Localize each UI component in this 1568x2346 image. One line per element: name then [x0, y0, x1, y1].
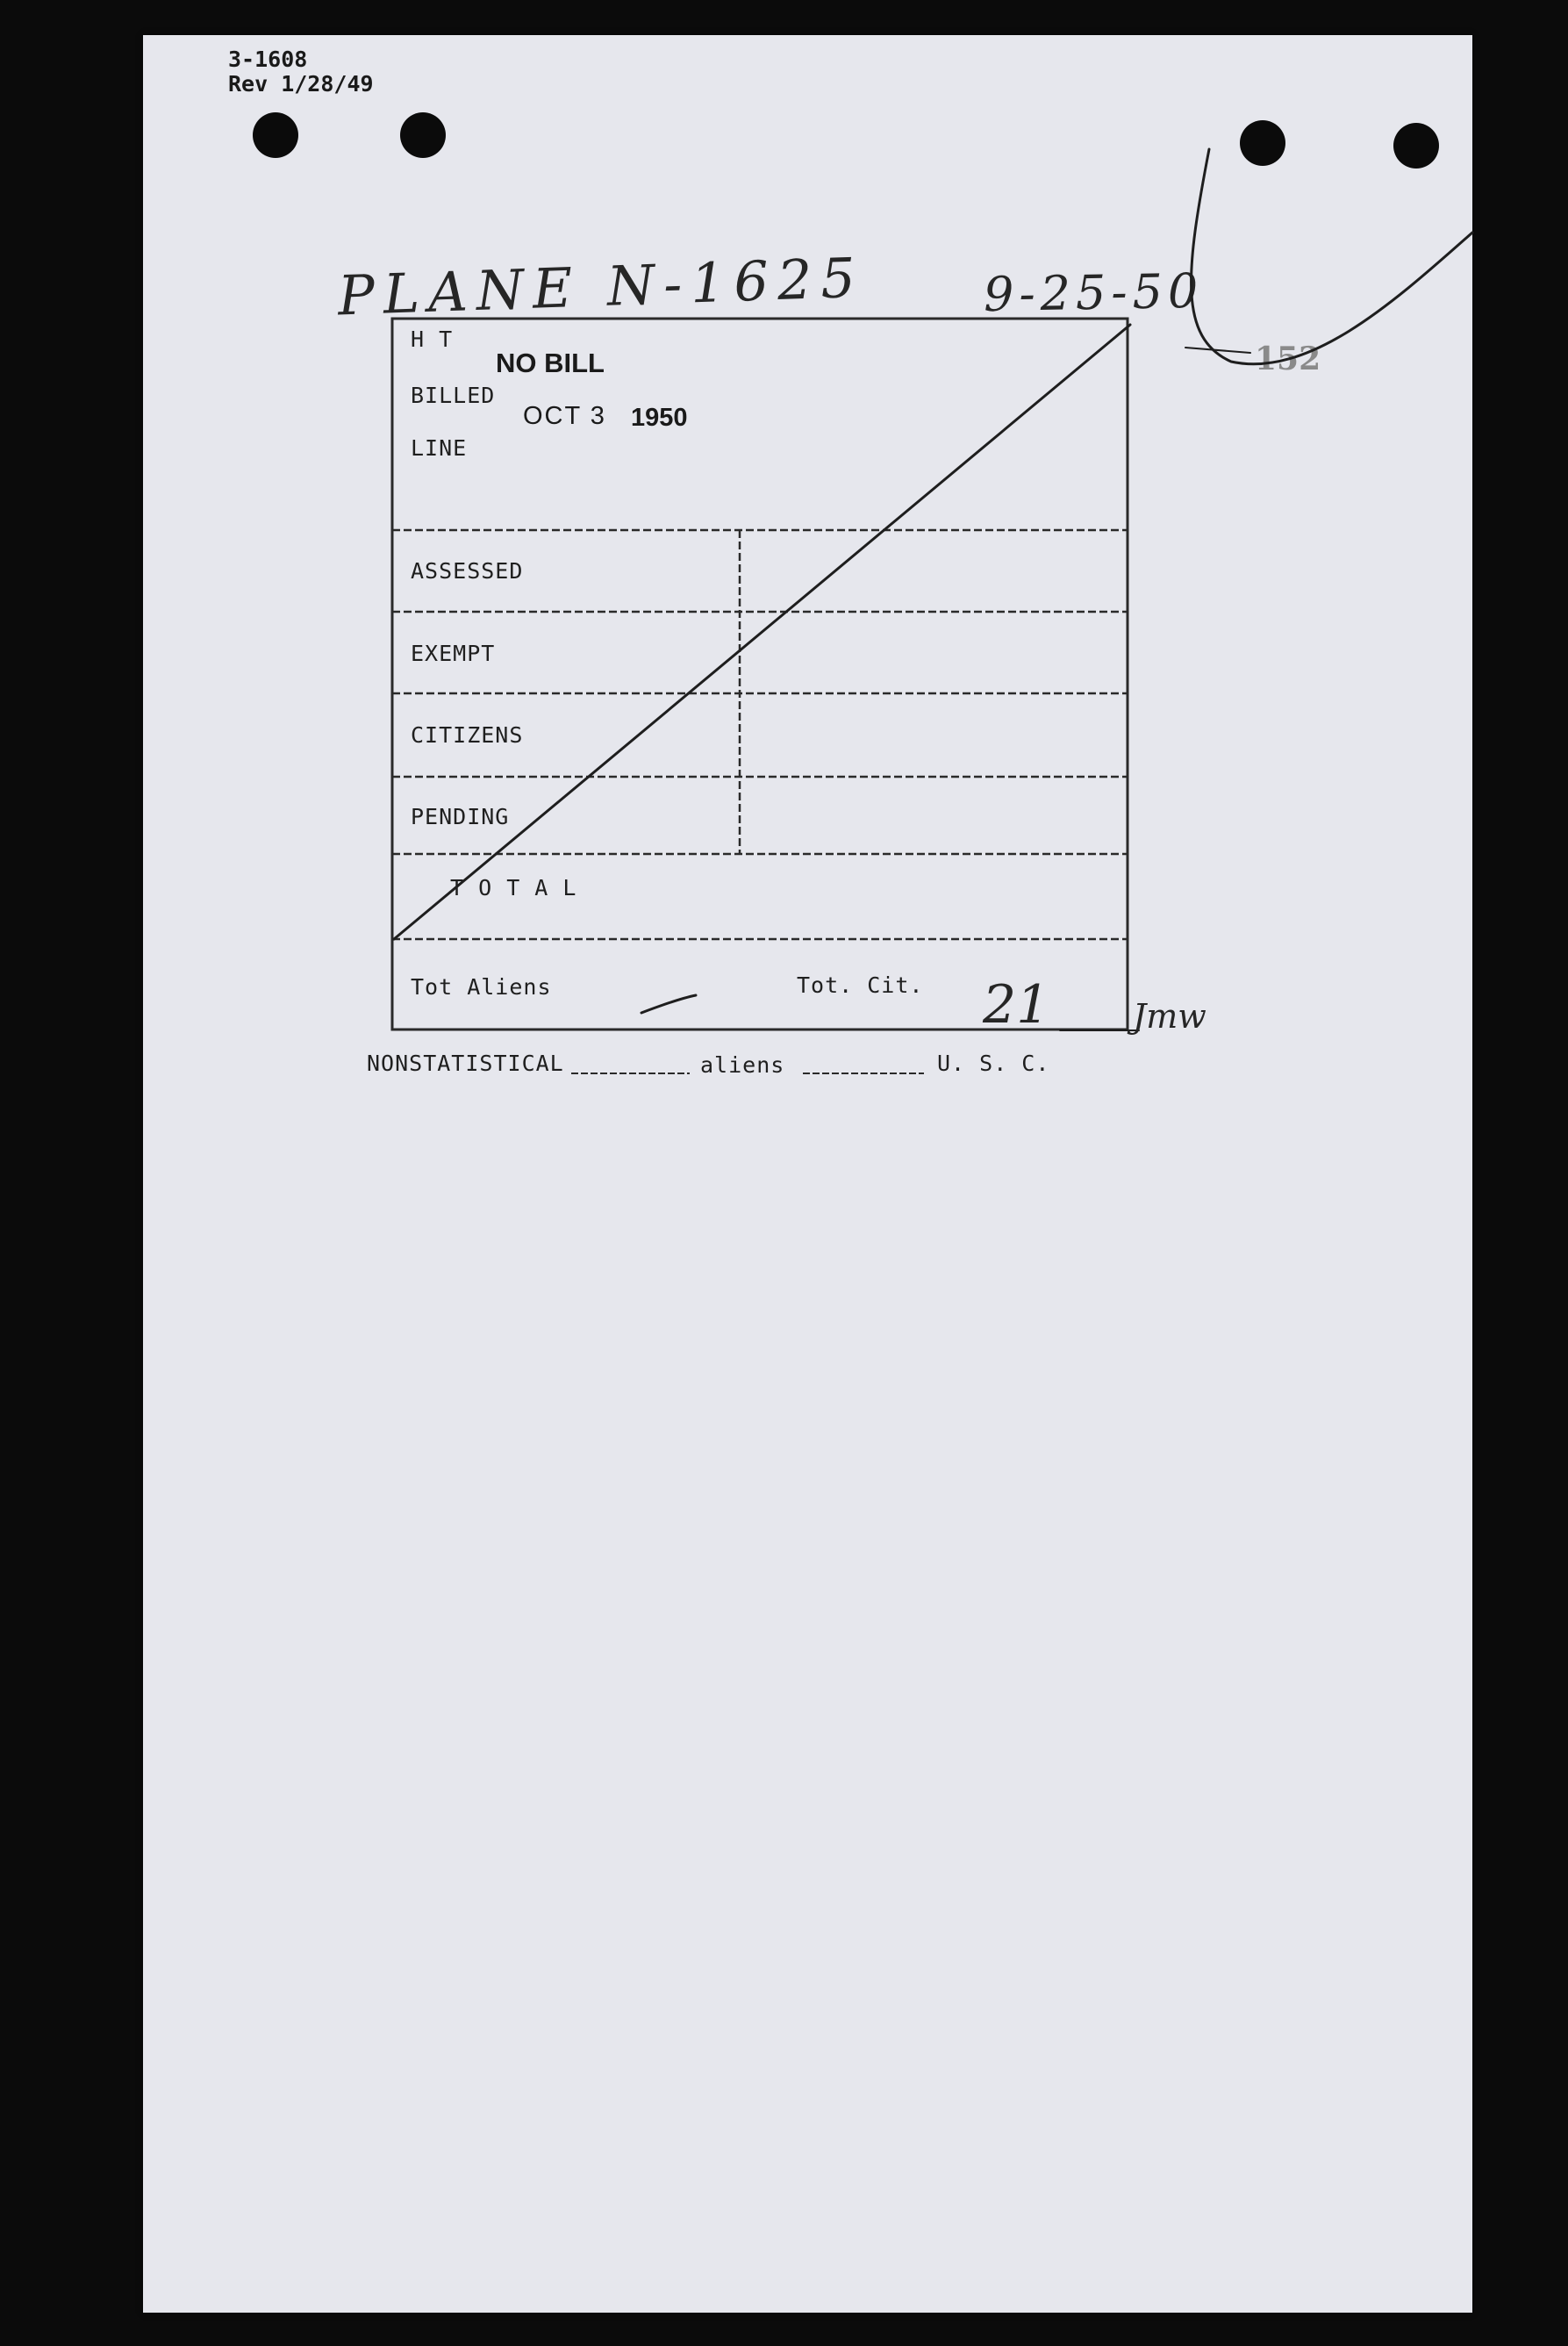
- label-usc: U. S. C.: [937, 1051, 1050, 1076]
- form-number: 3-1608: [228, 47, 308, 72]
- label-total: T O T A L: [450, 875, 577, 900]
- handwritten-vessel: PLANE N-1625: [336, 245, 865, 328]
- label-aliens: aliens: [700, 1052, 785, 1078]
- label-nonstatistical: NONSTATISTICAL: [367, 1051, 564, 1076]
- handwritten-initials: Jmw: [1133, 997, 1206, 1036]
- binding-margin-mark: [1192, 149, 1472, 364]
- label-tot-cit: Tot. Cit.: [797, 972, 924, 998]
- document-page: [143, 35, 1472, 2313]
- form-box-border: [392, 319, 1128, 1030]
- handwritten-count: 21: [983, 974, 1050, 1036]
- cancellation-line: [394, 325, 1130, 939]
- stamp-no-bill: NO BILL: [496, 348, 605, 378]
- label-assessed: ASSESSED: [411, 558, 524, 584]
- stamp-date-month: OCT 3: [523, 402, 606, 430]
- form-revision: Rev 1/28/49: [228, 71, 374, 97]
- label-line: LINE: [411, 435, 468, 461]
- dash-before-page-number: [1185, 348, 1250, 353]
- label-tot-aliens: Tot Aliens: [411, 974, 552, 1000]
- page-number: 152: [1255, 341, 1321, 377]
- label-pending: PENDING: [411, 804, 510, 829]
- label-exempt: EXEMPT: [411, 641, 496, 666]
- label-billed: BILLED: [411, 383, 496, 408]
- label-ht: H T: [411, 326, 454, 352]
- handwritten-date: 9-25-50: [983, 262, 1204, 323]
- form-box-lines: [143, 35, 1472, 2313]
- tot-aliens-dash: [641, 995, 696, 1013]
- label-citizens: CITIZENS: [411, 722, 524, 748]
- stamp-date-year: 1950: [631, 404, 688, 432]
